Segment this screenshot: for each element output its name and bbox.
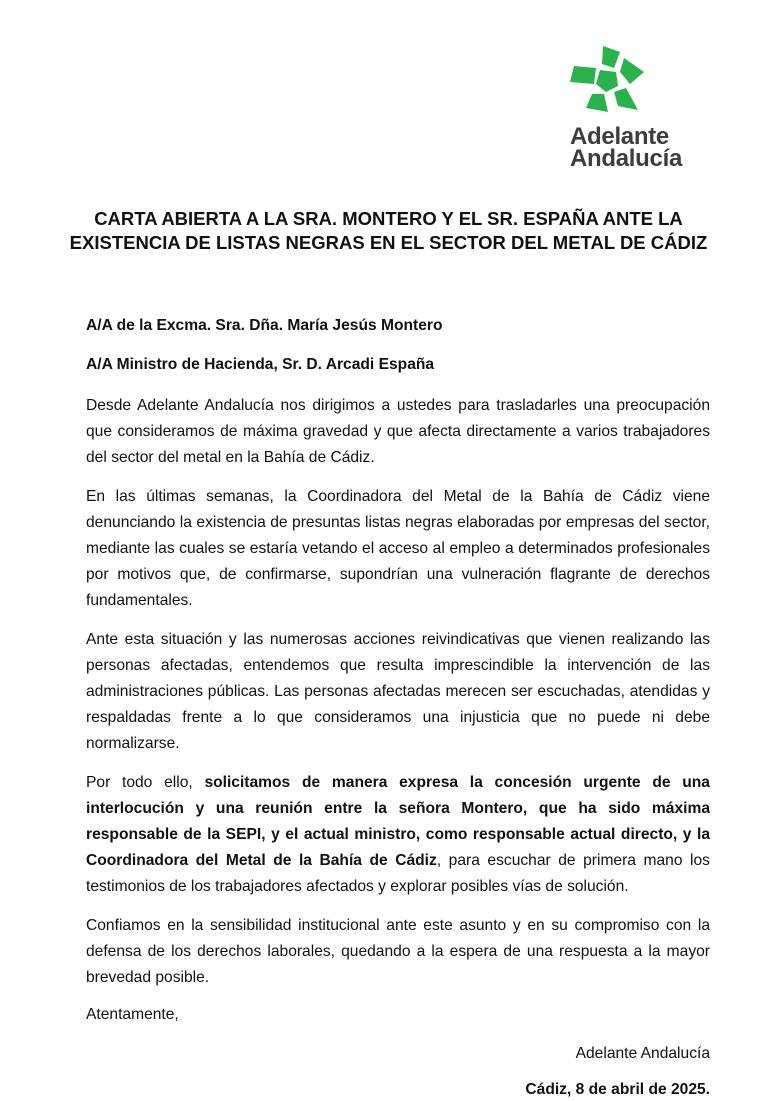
signature: Adelante Andalucía [575,1045,710,1062]
logo-wordmark [570,123,682,172]
letter-body [86,315,710,1101]
paragraph-4-end: , para escuchar de primera mano los testimonios de los trabajadores afectados y explorar posibles vías de solución. [86,852,710,895]
recipient-2: A/A Ministro de Hacienda, Sr. D. Arcadi España [86,356,435,373]
paragraph-4-start: Por todo ello, [86,774,205,791]
recipient-1: A/A de la Excma. Sra. Dña. María Jesús Montero [86,317,443,334]
letter-title: CARTA ABIERTA A LA SRA. MONTERO Y EL SR. ESPAÑA ANTE LA EXISTENCIA DE LISTAS NEGRAS EN EL SECTOR DEL METAL DE CÁDIZ [69,208,708,253]
paragraph-5: Confiamos en la sensibilidad institucional ante este asunto y en su compromiso con la defensa de los derechos laborales, quedando a la espera de una respuesta a la mayor brevedad posible. [86,917,710,986]
logo-line-1: Adelante [570,123,669,150]
logo-line-2: Andalucía [570,145,682,172]
paragraph-4-request: solicitamos de manera expresa la concesión urgente de una interlocución y una reunión entre la señora Montero, que ha sido máxima responsable de la SEPI, y el actual ministro, como responsable actual directo, y la Coordinadora del Metal de la Bahía de Cádiz [86,774,710,869]
date: Cádiz, 8 de abril de 2025. [525,1081,710,1098]
paragraph-1: Desde Adelante Andalucía nos dirigimos a ustedes para trasladarles una preocupación que consideramos de máxima gravedad y que afecta directamente a varios trabajadores del sector del metal en la Bahía de Cádiz. [86,397,710,466]
star-leaf-icon [568,42,648,114]
paragraph-2: En las últimas semanas, la Coordinadora del Metal de la Bahía de Cádiz viene denunciando la existencia de presuntas listas negras elaboradas por empresas del sector, mediante las cuales se estaría vetando el acceso al empleo a determinados profesionales por motivos que, de confirmarse, supondrían una vulneración flagrante de derechos fundamentales. [86,488,710,609]
paragraph-4 [86,770,710,900]
paragraph-3: Ante esta situación y las numerosas acciones reivindicativas que vienen realizando las personas afectadas, entendemos que resulta imprescindible la intervención de las administraciones públicas. Las personas afectadas merecen ser escuchadas, atendidas y respaldadas frente a lo que consideramos una injusticia que no puede ni debe normalizarse. [86,631,710,752]
closing: Atentamente, [86,1006,179,1023]
